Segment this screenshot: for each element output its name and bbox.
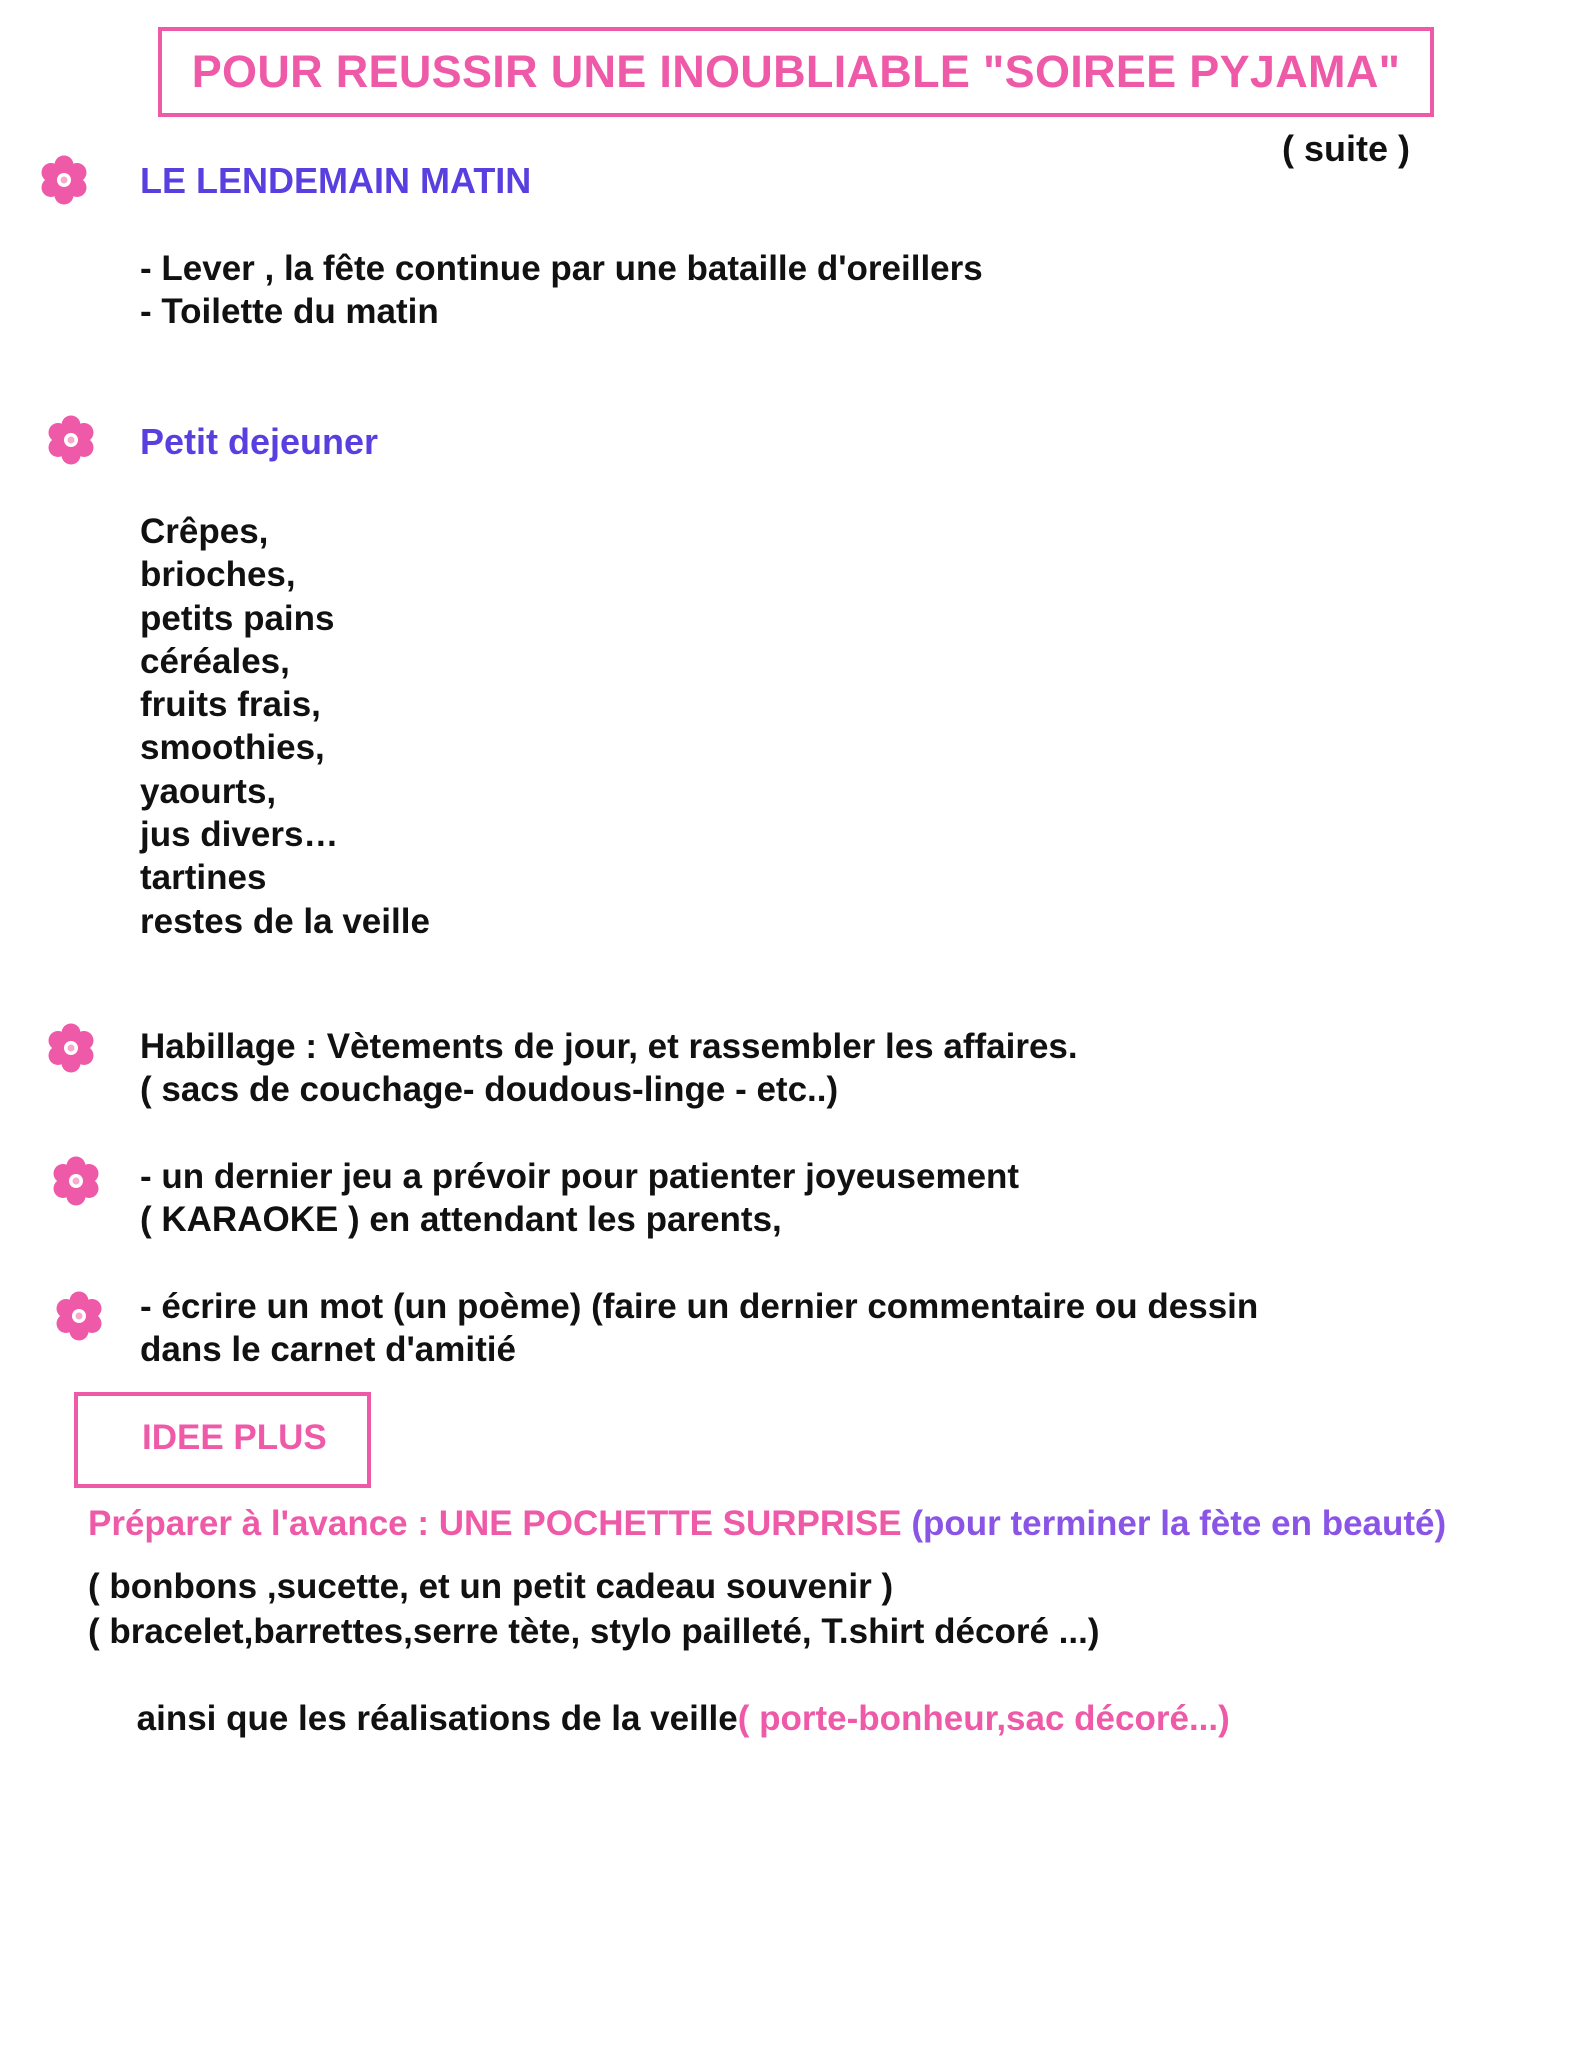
lendemain-line: - Lever , la fête continue par une bataille d'oreillers <box>140 249 983 288</box>
suite-label: ( suite ) <box>1282 128 1411 169</box>
list-item: jus divers… <box>140 815 339 855</box>
list-item: yaourts, <box>140 771 277 811</box>
page-title: POUR REUSSIR UNE INOUBLIABLE "SOIREE PYJAMA" <box>191 46 1401 97</box>
ecrire-line: dans le carnet d'amitié <box>140 1330 516 1369</box>
pochette-line-pink: ( porte-bonheur,sac décoré...) <box>737 1699 1230 1738</box>
list-item: Crêpes, <box>140 512 269 551</box>
habillage-line: ( sacs de couchage- doudous-linge - etc..) <box>140 1070 839 1109</box>
flower-icon <box>45 1022 97 1074</box>
list-item: tartines <box>140 858 267 898</box>
list-item: petits pains <box>140 598 335 638</box>
idee-plus-label: IDEE PLUS <box>142 1418 327 1457</box>
pochette-intro <box>88 1502 1446 1545</box>
lendemain-line: - Toilette du matin <box>140 292 439 331</box>
list-item: fruits frais, <box>140 685 321 725</box>
ecrire-line: - écrire un mot (un poème) (faire un dernier commentaire ou dessin <box>140 1287 1259 1326</box>
jeu-line: - un dernier jeu a prévoir pour patienter joyeusement <box>140 1157 1020 1196</box>
list-item: restes de la veille <box>140 901 430 941</box>
list-item: céréales, <box>140 641 290 681</box>
flower-icon <box>45 414 97 466</box>
jeu-line: ( KARAOKE ) en attendant les parents, <box>140 1200 782 1239</box>
pochette-line: ( bracelet,barrettes,serre tète, stylo pailleté, T.shirt décoré ...) <box>88 1612 1100 1651</box>
list-item: brioches, <box>140 555 296 595</box>
pochette-line: ( bonbons ,sucette, et un petit cadeau souvenir ) <box>88 1567 894 1606</box>
pochette-line-black: ainsi que les réalisations de la veille <box>107 1699 738 1738</box>
section-heading-lendemain: LE LENDEMAIN MATIN <box>140 160 532 201</box>
pochette-line <box>88 1654 1230 1740</box>
list-item: smoothies, <box>140 728 325 768</box>
pochette-intro-pink: Préparer à l'avance : UNE POCHETTE SURPRISE <box>88 1504 912 1543</box>
breakfast-list <box>140 510 430 943</box>
flower-icon <box>38 154 90 206</box>
section-heading-petit-dejeuner: Petit dejeuner <box>140 421 379 462</box>
title-box <box>158 27 1434 117</box>
flower-icon <box>53 1290 105 1342</box>
pochette-intro-violet: (pour terminer la fète en beauté) <box>911 1504 1447 1543</box>
flower-icon <box>50 1155 102 1207</box>
idee-plus-box <box>74 1392 371 1488</box>
habillage-line: Habillage : Vètements de jour, et rassembler les affaires. <box>140 1027 1078 1066</box>
